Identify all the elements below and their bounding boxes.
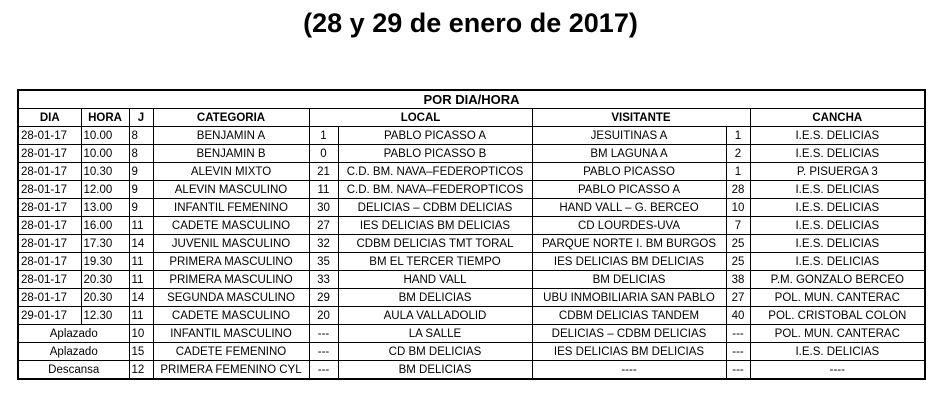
cell-status: Descansa [18,361,129,380]
cell-local-score: 21 [309,163,338,181]
cell-j: 11 [129,271,153,289]
cell-j: 11 [129,253,153,271]
cell-visitante: ---- [532,361,726,380]
table-row [18,307,925,325]
cell-cancha: I.E.S. DELICIAS [750,199,925,217]
cell-status: Aplazado [18,325,129,343]
table-row [18,289,925,307]
cell-j: 11 [129,217,153,235]
cell-j: 9 [129,163,153,181]
cell-hora: 10.00 [81,127,129,145]
cell-local: BM DELICIAS [338,361,532,380]
cell-categoria: SEGUNDA MASCULINO [153,289,309,307]
cell-categoria: ALEVIN MASCULINO [153,181,309,199]
cell-local-score: --- [309,325,338,343]
header-dia: DIA [18,109,81,127]
cell-visitante-score: 25 [726,235,750,253]
table-row [18,199,925,217]
cell-j: 9 [129,199,153,217]
cell-visitante-score: --- [726,325,750,343]
cell-local-score: 1 [309,127,338,145]
cell-dia: 28-01-17 [18,271,81,289]
cell-visitante-score: 1 [726,127,750,145]
cell-hora: 13.00 [81,199,129,217]
cell-categoria: JUVENIL MASCULINO [153,235,309,253]
banner-heading: POR DIA/HORA [18,90,925,109]
cell-cancha: I.E.S. DELICIAS [750,127,925,145]
cell-categoria: INFANTIL FEMENINO [153,199,309,217]
cell-cancha: P. PISUERGA 3 [750,163,925,181]
table-row [18,145,925,163]
cell-local-score: 20 [309,307,338,325]
cell-dia: 28-01-17 [18,253,81,271]
cell-categoria: ALEVIN MIXTO [153,163,309,181]
cell-visitante: IES DELICIAS BM DELICIAS [532,253,726,271]
cell-local-score: 0 [309,145,338,163]
cell-j: 10 [129,325,153,343]
table-row [18,217,925,235]
cell-j: 8 [129,145,153,163]
cell-hora: 10.30 [81,163,129,181]
cell-local-score: 27 [309,217,338,235]
cell-local-score: --- [309,343,338,361]
header-j: J [129,109,153,127]
cell-visitante: CD LOURDES-UVA [532,217,726,235]
cell-hora: 12.00 [81,181,129,199]
cell-visitante-score: 7 [726,217,750,235]
cell-hora: 20.30 [81,289,129,307]
cell-dia: 28-01-17 [18,127,81,145]
cell-visitante-score: 38 [726,271,750,289]
cell-visitante-score: 2 [726,145,750,163]
cell-categoria: CADETE MASCULINO [153,307,309,325]
table-row-special [18,343,925,361]
cell-visitante-score: 10 [726,199,750,217]
cell-cancha: I.E.S. DELICIAS [750,181,925,199]
cell-dia: 28-01-17 [18,145,81,163]
cell-cancha: I.E.S. DELICIAS [750,145,925,163]
header-row [18,109,925,127]
cell-hora: 19.30 [81,253,129,271]
cell-j: 15 [129,343,153,361]
cell-cancha: I.E.S. DELICIAS [750,253,925,271]
table-row [18,235,925,253]
cell-visitante: UBU INMOBILIARIA SAN PABLO [532,289,726,307]
cell-cancha: I.E.S. DELICIAS [750,343,925,361]
cell-cancha: P.M. GONZALO BERCEO [750,271,925,289]
cell-dia: 28-01-17 [18,163,81,181]
cell-hora: 10.00 [81,145,129,163]
cell-visitante-score: 28 [726,181,750,199]
cell-visitante: BM LAGUNA A [532,145,726,163]
cell-local: CD BM DELICIAS [338,343,532,361]
header-categoria: CATEGORIA [153,109,309,127]
cell-hora: 17.30 [81,235,129,253]
header-hora: HORA [81,109,129,127]
cell-visitante: DELICIAS – CDBM DELICIAS [532,325,726,343]
cell-categoria: CADETE MASCULINO [153,217,309,235]
cell-categoria: PRIMERA FEMENINO CYL [153,361,309,380]
cell-local: AULA VALLADOLID [338,307,532,325]
cell-hora: 12.30 [81,307,129,325]
cell-j: 8 [129,127,153,145]
cell-dia: 28-01-17 [18,199,81,217]
cell-visitante-score: 25 [726,253,750,271]
cell-hora: 16.00 [81,217,129,235]
cell-hora: 20.30 [81,271,129,289]
cell-j: 14 [129,235,153,253]
cell-dia: 28-01-17 [18,235,81,253]
cell-cancha: POL. CRISTOBAL COLON [750,307,925,325]
cell-local-score: 29 [309,289,338,307]
table-row-special [18,361,925,380]
cell-visitante: PARQUE NORTE I. BM BURGOS [532,235,726,253]
cell-categoria: BENJAMIN A [153,127,309,145]
table-row [18,271,925,289]
schedule-table [17,89,926,380]
cell-local: PABLO PICASSO A [338,127,532,145]
cell-cancha: POL. MUN. CANTERAC [750,289,925,307]
cell-local-score: 35 [309,253,338,271]
table-row [18,127,925,145]
cell-local: DELICIAS – CDBM DELICIAS [338,199,532,217]
header-local: LOCAL [309,109,532,127]
cell-visitante: CDBM DELICIAS TANDEM [532,307,726,325]
cell-cancha: ---- [750,361,925,380]
cell-local: PABLO PICASSO B [338,145,532,163]
cell-categoria: PRIMERA MASCULINO [153,271,309,289]
cell-visitante-score: --- [726,361,750,380]
cell-j: 14 [129,289,153,307]
cell-dia: 28-01-17 [18,217,81,235]
cell-dia: 29-01-17 [18,307,81,325]
cell-categoria: BENJAMIN B [153,145,309,163]
cell-visitante-score: 1 [726,163,750,181]
cell-local-score: 30 [309,199,338,217]
cell-cancha: POL. MUN. CANTERAC [750,325,925,343]
cell-visitante: JESUITINAS A [532,127,726,145]
cell-cancha: I.E.S. DELICIAS [750,217,925,235]
cell-local: HAND VALL [338,271,532,289]
cell-local: BM DELICIAS [338,289,532,307]
cell-local: IES DELICIAS BM DELICIAS [338,217,532,235]
cell-visitante-score: --- [726,343,750,361]
cell-visitante: IES DELICIAS BM DELICIAS [532,343,726,361]
cell-visitante-score: 27 [726,289,750,307]
cell-local-score: 33 [309,271,338,289]
header-cancha: CANCHA [750,109,925,127]
cell-categoria: PRIMERA MASCULINO [153,253,309,271]
cell-dia: 28-01-17 [18,289,81,307]
cell-local: BM EL TERCER TIEMPO [338,253,532,271]
cell-local-score: --- [309,361,338,380]
cell-categoria: INFANTIL MASCULINO [153,325,309,343]
page-title: (28 y 29 de enero de 2017) [303,8,638,38]
cell-local: LA SALLE [338,325,532,343]
cell-local-score: 11 [309,181,338,199]
cell-local: C.D. BM. NAVA–FEDEROPTICOS [338,181,532,199]
cell-dia: 28-01-17 [18,181,81,199]
cell-visitante: PABLO PICASSO [532,163,726,181]
cell-status: Aplazado [18,343,129,361]
cell-visitante: HAND VALL – G. BERCEO [532,199,726,217]
cell-visitante-score: 40 [726,307,750,325]
cell-local: C.D. BM. NAVA–FEDEROPTICOS [338,163,532,181]
table-row [18,163,925,181]
cell-j: 9 [129,181,153,199]
cell-visitante: BM DELICIAS [532,271,726,289]
cell-categoria: CADETE FEMENINO [153,343,309,361]
cell-j: 12 [129,361,153,380]
table-row [18,181,925,199]
cell-cancha: I.E.S. DELICIAS [750,235,925,253]
cell-j: 11 [129,307,153,325]
cell-visitante: PABLO PICASSO A [532,181,726,199]
table-row [18,253,925,271]
cell-local: CDBM DELICIAS TMT TORAL [338,235,532,253]
table-row-special [18,325,925,343]
header-visitante: VISITANTE [532,109,750,127]
cell-local-score: 32 [309,235,338,253]
